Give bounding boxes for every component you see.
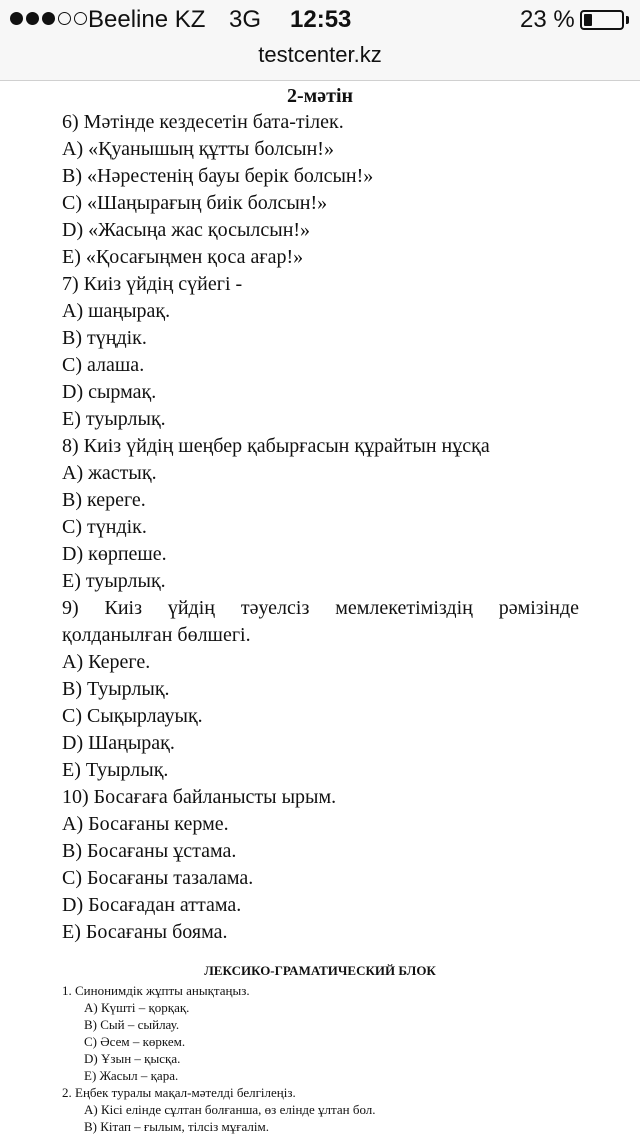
signal-dot xyxy=(10,12,23,25)
small-answer-option: E) Жасыл – қара. xyxy=(84,1068,179,1083)
small-answer-option: A) Кісі елінде сұлтан болғанша, өз елінде ұлтан бол. xyxy=(84,1102,376,1117)
signal-dot xyxy=(58,12,71,25)
small-answer-option: C) Әсем – көркем. xyxy=(84,1034,186,1049)
answer-option: B) түңдік. xyxy=(62,327,147,349)
answer-option: A) «Қуанышың құтты болсын!» xyxy=(62,138,334,160)
block-title: ЛЕКСИКО-ГРАМАТИЧЕСКИЙ БЛОК xyxy=(204,963,436,978)
answer-option: B) кереге. xyxy=(62,489,146,511)
signal-dot xyxy=(26,12,39,25)
answer-option: D) «Жасыңа жас қосылсын!» xyxy=(62,219,311,241)
question-line: 10) Босағаға байланысты ырым. xyxy=(62,786,337,808)
document-heading: 2-мәтін xyxy=(286,85,354,107)
question-line: 8) Киіз үйдің шеңбер қабырғасын құрайтын нұсқа xyxy=(62,435,490,457)
battery-level-fill xyxy=(584,14,592,26)
document-page[interactable] xyxy=(0,81,640,1136)
small-answer-option: B) Сый – сыйлау. xyxy=(84,1017,180,1032)
question-line: 7) Киіз үйдің сүйегі - xyxy=(62,273,243,295)
lexical-grammar-block xyxy=(62,982,582,1135)
url-domain: testcenter.kz xyxy=(258,42,382,67)
answer-option: A) Кереге. xyxy=(62,651,151,673)
carrier-name: Beeline KZ xyxy=(88,6,206,33)
answer-option: E) Туырлық. xyxy=(62,759,169,781)
small-question-line: 1. Синонимдік жұпты анықтаңыз. xyxy=(62,983,250,998)
address-bar[interactable] xyxy=(0,40,640,81)
small-answer-option: B) Кітап – ғылым, тілсіз мұғалім. xyxy=(84,1119,270,1134)
question-list xyxy=(62,109,579,946)
answer-option: B) Босағаны ұстама. xyxy=(62,840,237,862)
answer-option: E) Босағаны бояма. xyxy=(62,921,228,943)
answer-option: B) Туырлық. xyxy=(62,678,170,700)
answer-option: A) Босағаны керме. xyxy=(62,813,229,835)
answer-option: E) «Қосағыңмен қоса ағар!» xyxy=(62,246,304,268)
answer-option: A) шаңырақ. xyxy=(62,300,171,322)
answer-option: C) Босағаны тазалама. xyxy=(62,867,254,889)
signal-dot xyxy=(74,12,87,25)
question-line-continued: қолданылған бөлшегі. xyxy=(62,624,251,646)
signal-strength-icon xyxy=(10,12,87,25)
network-type: 3G xyxy=(229,6,262,33)
small-question-line: 2. Еңбек туралы мақал-мәтелді белгілеңіз. xyxy=(62,1085,296,1100)
answer-option: C) «Шаңырағың биік болсын!» xyxy=(62,192,328,214)
answer-option: C) Сықырлауық. xyxy=(62,705,203,727)
question-line: 9) Киіз үйдің тәуелсіз мемлекетіміздің рәмізінде xyxy=(62,597,579,619)
status-bar xyxy=(0,0,640,40)
signal-dot xyxy=(42,12,55,25)
battery-tip-icon xyxy=(626,16,629,24)
battery-percent: 23 % xyxy=(520,6,575,33)
question-line: 6) Мәтінде кездесетін бата-тілек. xyxy=(62,111,344,133)
answer-option: C) түндік. xyxy=(62,516,147,538)
small-answer-option: D) Ұзын – қысқа. xyxy=(84,1051,181,1066)
answer-option: A) жастық. xyxy=(62,462,157,484)
answer-option: D) көрпеше. xyxy=(62,543,167,565)
answer-option: D) Шаңырақ. xyxy=(62,732,175,754)
battery-icon xyxy=(580,10,624,30)
small-answer-option: A) Күшті – қорқақ. xyxy=(84,1000,190,1015)
answer-option: C) алаша. xyxy=(62,354,145,376)
answer-option: E) туырлық. xyxy=(62,408,166,430)
answer-option: D) сырмақ. xyxy=(62,381,157,403)
clock: 12:53 xyxy=(290,6,352,33)
answer-option: B) «Нәрестенің бауы берік болсын!» xyxy=(62,165,374,187)
answer-option: D) Босағадан аттама. xyxy=(62,894,242,916)
answer-option: E) туырлық. xyxy=(62,570,166,592)
